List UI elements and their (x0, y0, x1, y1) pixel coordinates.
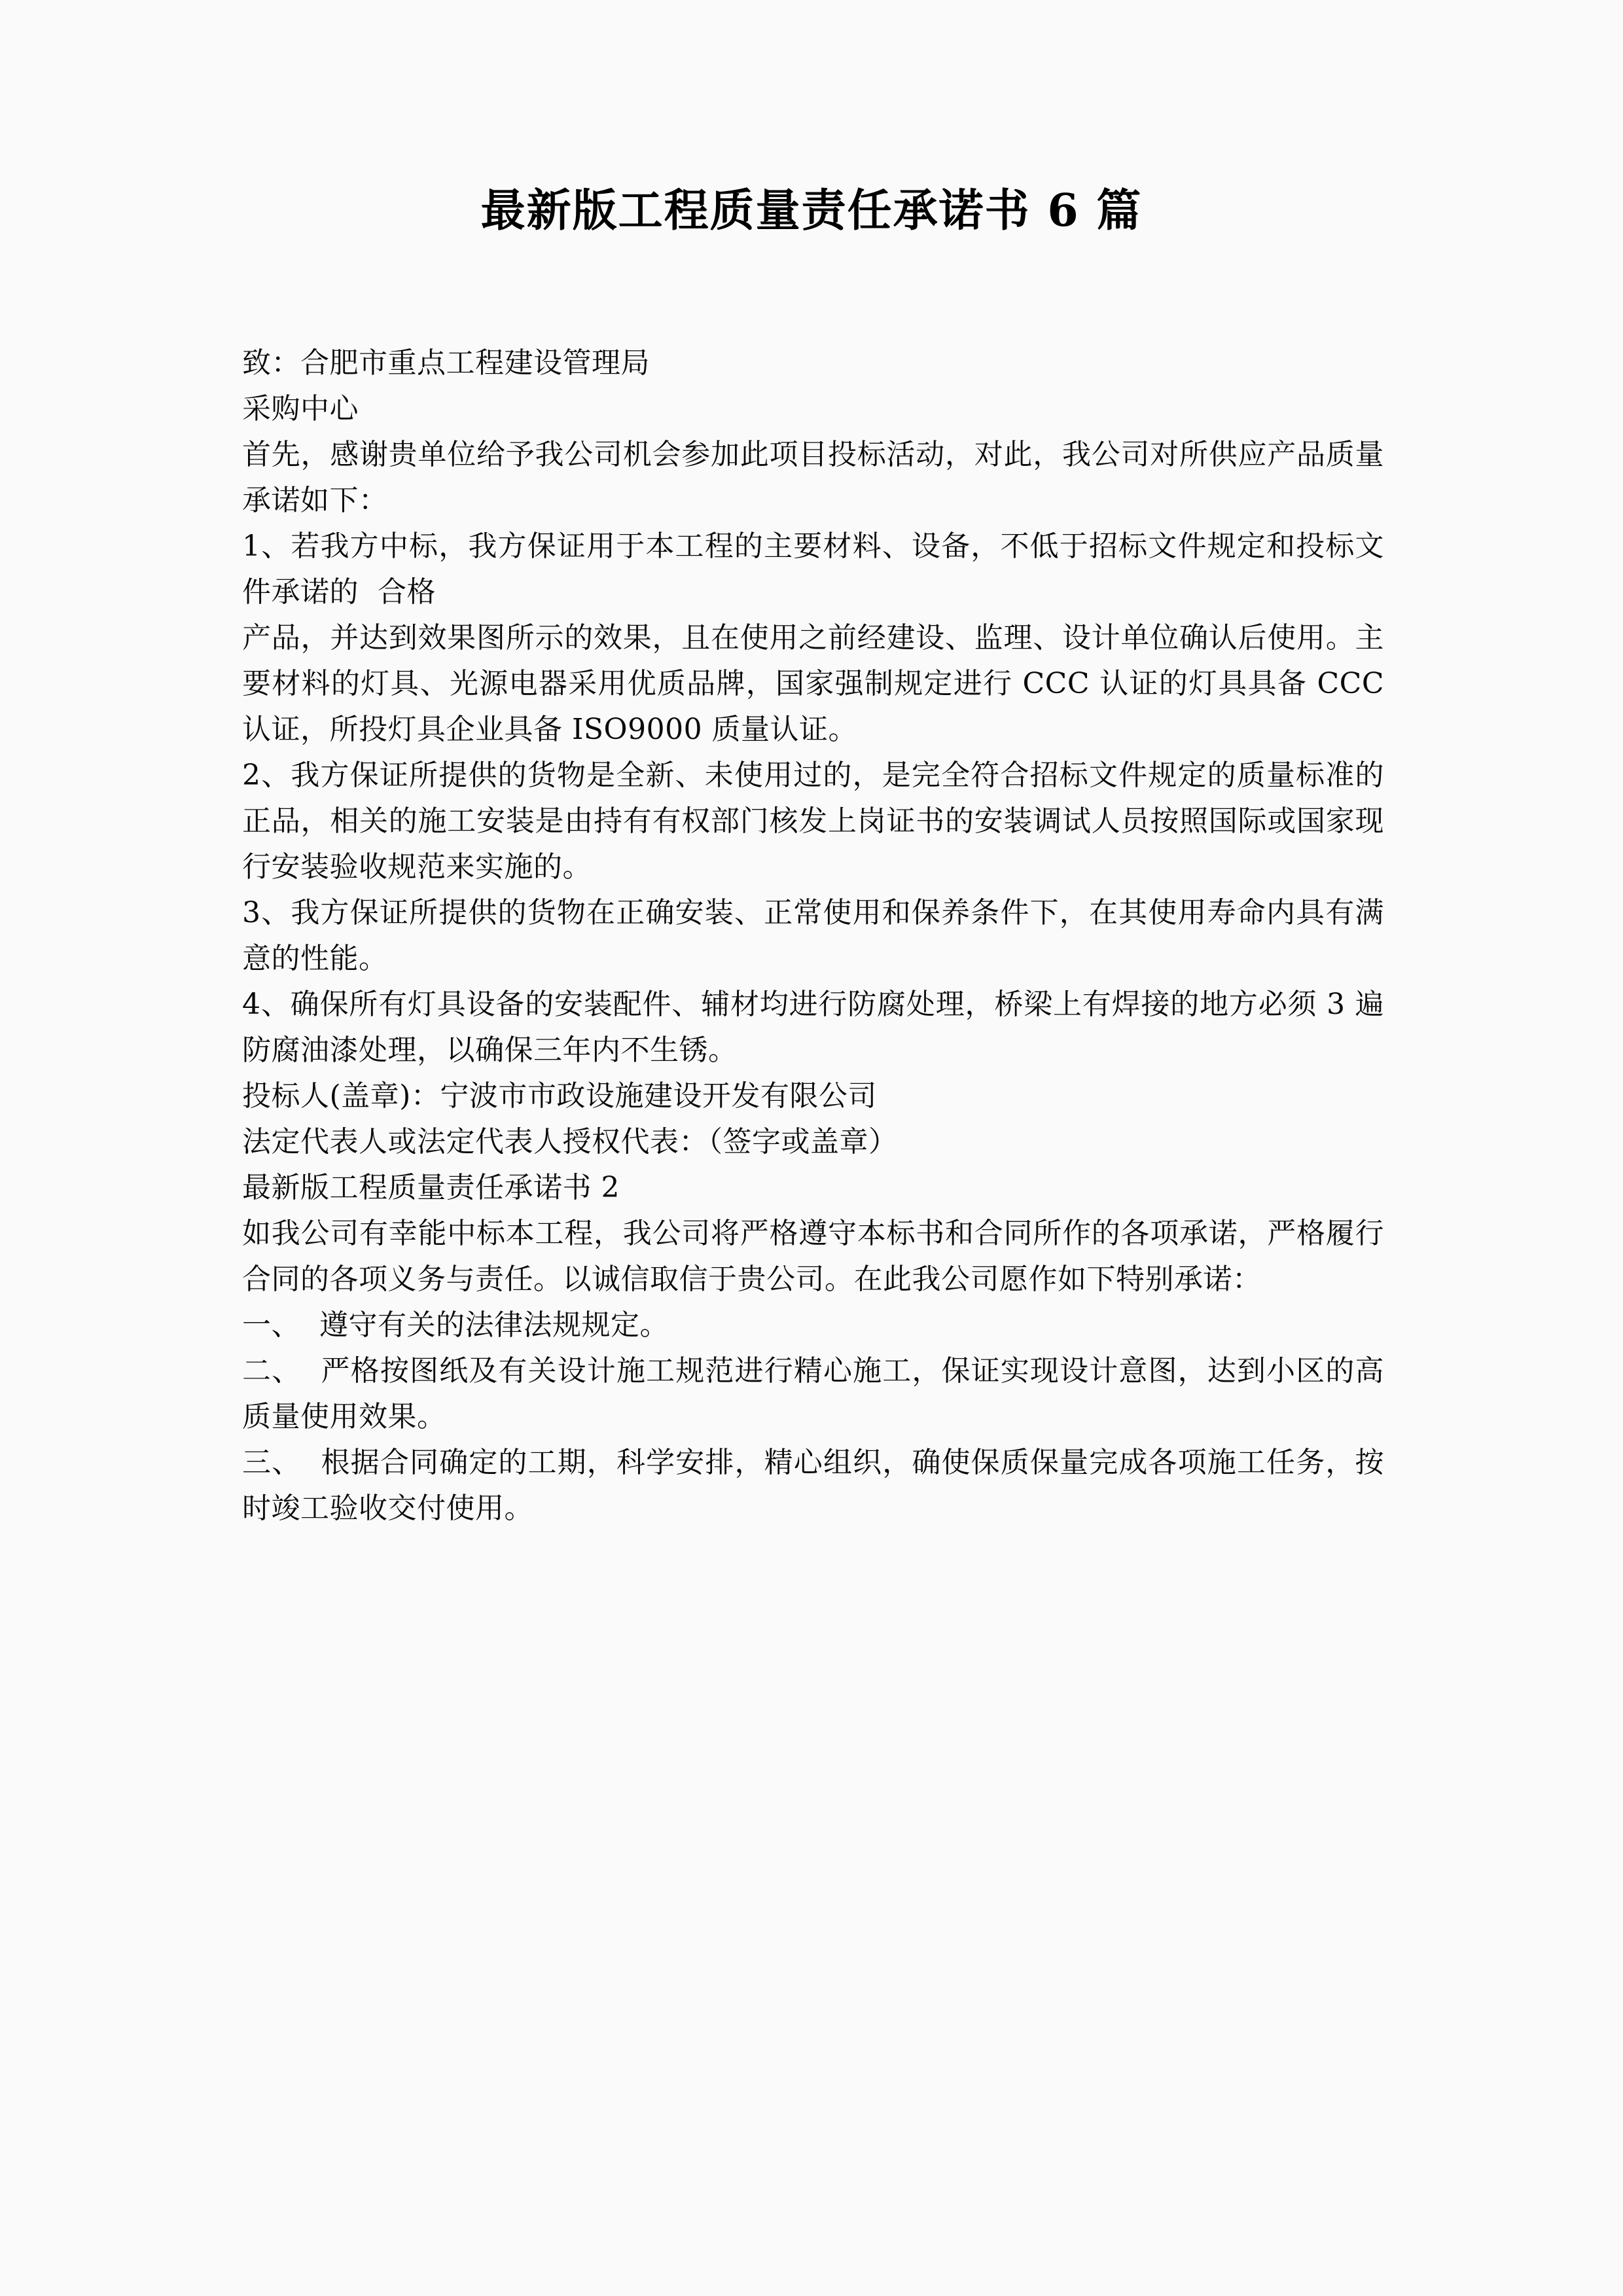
paragraph-section-2-heading: 最新版工程质量责任承诺书 2 (242, 1171, 620, 1204)
document-body (242, 340, 1394, 1532)
paragraph-section-2-intro: 如我公司有幸能中标本工程，我公司将严格遵守本标书和合同所作的各项承诺，严格履行合同的各项义务与责任。以诚信取信于贵公司。在此我公司愿作如下特别承诺： (242, 1217, 1384, 1296)
paragraph-department: 采购中心 (242, 392, 359, 425)
paragraph-bidder-signature: 投标人(盖章)：宁波市市政设施建设开发有限公司 (242, 1079, 877, 1113)
paragraph-commitment-1: 一、 遵守有关的法律法规规定。 (242, 1308, 669, 1342)
paragraph-item-1-continued: 产品，并达到效果图所示的效果，且在使用之前经建设、监理、设计单位确认后使用。主要材料的灯具、光源电器采用优质品牌，国家强制规定进行 CCC 认证的灯具具备 CCC 认证，所投灯具企业具备 ISO9000 质量认证。 (242, 621, 1394, 746)
paragraph-intro: 首先，感谢贵单位给予我公司机会参加此项目投标活动，对此，我公司对所供应产品质量承诺如下： (242, 438, 1384, 517)
paragraph-item-3: 3、我方保证所提供的货物在正确安装、正常使用和保养条件下，在其使用寿命内具有满意的性能。 (242, 896, 1384, 975)
paragraph-item-1: 1、若我方中标，我方保证用于本工程的主要材料、设备，不低于招标文件规定和投标文件承诺的 合格 (242, 529, 1384, 609)
paragraph-addressee: 致：合肥市重点工程建设管理局 (242, 346, 650, 380)
paragraph-legal-rep: 法定代表人或法定代表人授权代表：（签字或盖章） (242, 1125, 898, 1158)
paragraph-commitment-3: 三、 根据合同确定的工期，科学安排，精心组织，确使保质保量完成各项施工任务，按时竣工验收交付使用。 (242, 1446, 1384, 1525)
paragraph-item-4: 4、确保所有灯具设备的安装配件、辅材均进行防腐处理，桥梁上有焊接的地方必须 3 遍防腐油漆处理，以确保三年内不生锈。 (242, 988, 1384, 1067)
paragraph-item-2: 2、我方保证所提供的货物是全新、未使用过的，是完全符合招标文件规定的质量标准的正品，相关的施工安装是由持有有权部门核发上岗证书的安装调试人员按照国际或国家现行安装验收规范来实施的。 (242, 759, 1384, 884)
page-title: 最新版工程质量责任承诺书 6 篇 (480, 185, 1143, 237)
paragraph-commitment-2: 二、 严格按图纸及有关设计施工规范进行精心施工，保证实现设计意图，达到小区的高质量使用效果。 (242, 1354, 1384, 1433)
